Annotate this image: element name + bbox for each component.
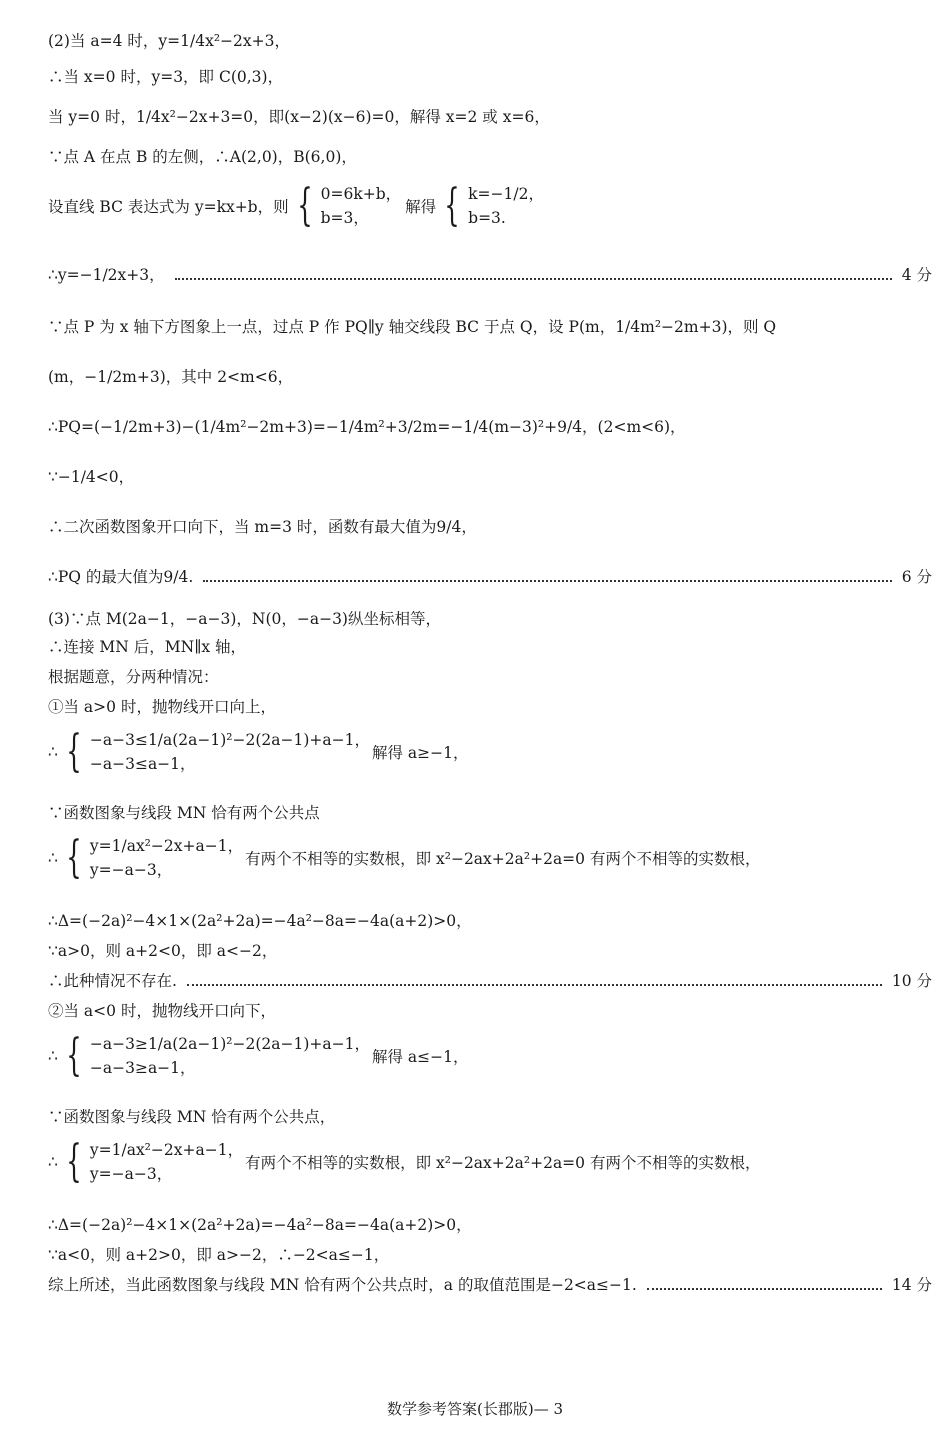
therefore-symbol: ∴	[48, 1047, 58, 1066]
bc-result-text: ∴y=−1/2x+3，	[48, 266, 165, 284]
left-brace-icon: {	[296, 180, 313, 232]
dot-leader	[175, 278, 892, 280]
bc-system-row1: 0=6k+b，	[320, 185, 402, 203]
case2-result: 解得 a≤−1，	[372, 1048, 469, 1067]
bc-solution-b: b=3.	[468, 209, 506, 228]
case1-eq-row2: y=−a−3，	[89, 861, 173, 880]
score-14: 14 分	[891, 1276, 932, 1294]
line-case1-system	[48, 728, 469, 776]
case1-result: 解得 a≥−1，	[372, 744, 469, 763]
line-coefficient-negative: ∵−1/4<0，	[48, 468, 135, 486]
therefore-symbol: ∴	[48, 849, 58, 868]
line-points-ab: ∵点 A 在点 B 的左侧，∴A(2,0)，B(6,0)，	[48, 148, 357, 166]
line-case1-discriminant: ∴Δ=(−2a)²−4×1×(2a²+2a)=−4a²−8a=−4a(a+2)>0，	[48, 912, 472, 930]
line-part3-mn: (3)∵点 M(2a−1，−a−3)，N(0，−a−3)纵坐标相等，	[48, 610, 441, 628]
line-case1: ①当 a>0 时，抛物线开口向上，	[48, 698, 276, 716]
line-mn-parallel: ∴连接 MN 后，MN∥x 轴，	[48, 638, 247, 656]
line-case1-intersect: ∵函数图象与线段 MN 恰有两个公共点	[48, 804, 320, 822]
bc-system-intro: 设直线 BC 表达式为 y=kx+b，则	[48, 198, 289, 217]
line-solve-roots: 当 y=0 时，1/4x²−2x+3=0，即(x−2)(x−6)=0，解得 x=2 或 x=6，	[48, 108, 550, 126]
left-brace-icon: {	[66, 726, 82, 778]
score-4: 4 分	[901, 266, 932, 284]
case1-conclusion-text: ∴此种情况不存在.	[48, 972, 177, 990]
line-case2: ②当 a<0 时，抛物线开口向下，	[48, 1002, 276, 1020]
pq-max-text: ∴PQ 的最大值为9/4.	[48, 568, 194, 586]
line-case1-equations	[48, 834, 760, 882]
case1-eq-note: 有两个不相等的实数根，即 x²−2ax+2a²+2a=0 有两个不相等的实数根，	[245, 850, 761, 869]
line-two-cases: 根据题意，分两种情况：	[48, 668, 219, 686]
bc-solve-label: 解得	[405, 198, 437, 217]
line-bc-system	[48, 182, 544, 230]
line-case1-conclusion	[48, 972, 932, 991]
line-case2-system	[48, 1032, 469, 1080]
case1-eq-row1: y=1/ax²−2x+a−1，	[89, 837, 244, 855]
case2-eq-row1: y=1/ax²−2x+a−1，	[89, 1141, 244, 1159]
line-a4-equation: (2)当 a=4 时，y=1/4x²−2x+3，	[48, 32, 290, 50]
case2-row1: −a−3≥1/a(2a−1)²−2(2a−1)+a−1，	[89, 1035, 370, 1053]
case2-eq-row2: y=−a−3，	[89, 1165, 173, 1184]
dot-leader	[647, 1288, 882, 1290]
line-max-value: ∴二次函数图象开口向下，当 m=3 时，函数有最大值为9/4，	[48, 518, 477, 536]
case2-eq-note: 有两个不相等的实数根，即 x²−2ax+2a²+2a=0 有两个不相等的实数根，	[245, 1154, 761, 1173]
left-brace-icon: {	[66, 1136, 82, 1188]
bc-solution-k: k=−1/2，	[468, 185, 544, 203]
page-footer: 数学参考答案(长郡版)— 3	[386, 1400, 564, 1418]
dot-leader	[203, 580, 891, 582]
line-pq-expression: ∴PQ=(−1/2m+3)−(1/4m²−2m+3)=−1/4m²+3/2m=−1/4(m−3)²+9/4，(2<m<6)，	[48, 418, 686, 436]
line-case2-equations	[48, 1138, 760, 1186]
line-point-c: ∴当 x=0 时，y=3，即 C(0,3)，	[48, 68, 284, 86]
line-case2-range: ∵a<0，则 a+2>0，即 a>−2，∴−2<a≤−1，	[48, 1246, 390, 1264]
line-case1-contradiction: ∵a>0，则 a+2<0，即 a<−2，	[48, 942, 278, 960]
therefore-symbol: ∴	[48, 743, 58, 762]
bc-system-row2: b=3，	[320, 209, 369, 228]
line-case2-intersect: ∵函数图象与线段 MN 恰有两个公共点，	[48, 1108, 336, 1126]
left-brace-icon: {	[444, 180, 460, 232]
score-10: 10 分	[891, 972, 932, 990]
therefore-symbol: ∴	[48, 1153, 58, 1172]
final-conclusion-text: 综上所述，当此函数图象与线段 MN 恰有两个公共点时，a 的取值范围是−2<a≤−1.	[48, 1276, 637, 1294]
left-brace-icon: {	[66, 1030, 82, 1082]
dot-leader	[187, 984, 882, 986]
line-case2-discriminant: ∴Δ=(−2a)²−4×1×(2a²+2a)=−4a²−8a=−4a(a+2)>0，	[48, 1216, 472, 1234]
case1-row1: −a−3≤1/a(2a−1)²−2(2a−1)+a−1，	[89, 731, 370, 749]
case1-row2: −a−3≤a−1，	[89, 755, 196, 774]
line-pq-max	[48, 568, 932, 587]
line-final-conclusion	[48, 1276, 932, 1295]
line-bc-result	[48, 266, 932, 285]
left-brace-icon: {	[66, 832, 82, 884]
score-6: 6 分	[901, 568, 932, 586]
line-set-p: ∵点 P 为 x 轴下方图象上一点，过点 P 作 PQ∥y 轴交线段 BC 于点 Q，设 P(m，1/4m²−2m+3)，则 Q	[48, 318, 777, 336]
line-q-coordinates: (m，−1/2m+3)，其中 2<m<6，	[48, 368, 294, 386]
case2-row2: −a−3≥a−1，	[89, 1059, 196, 1078]
